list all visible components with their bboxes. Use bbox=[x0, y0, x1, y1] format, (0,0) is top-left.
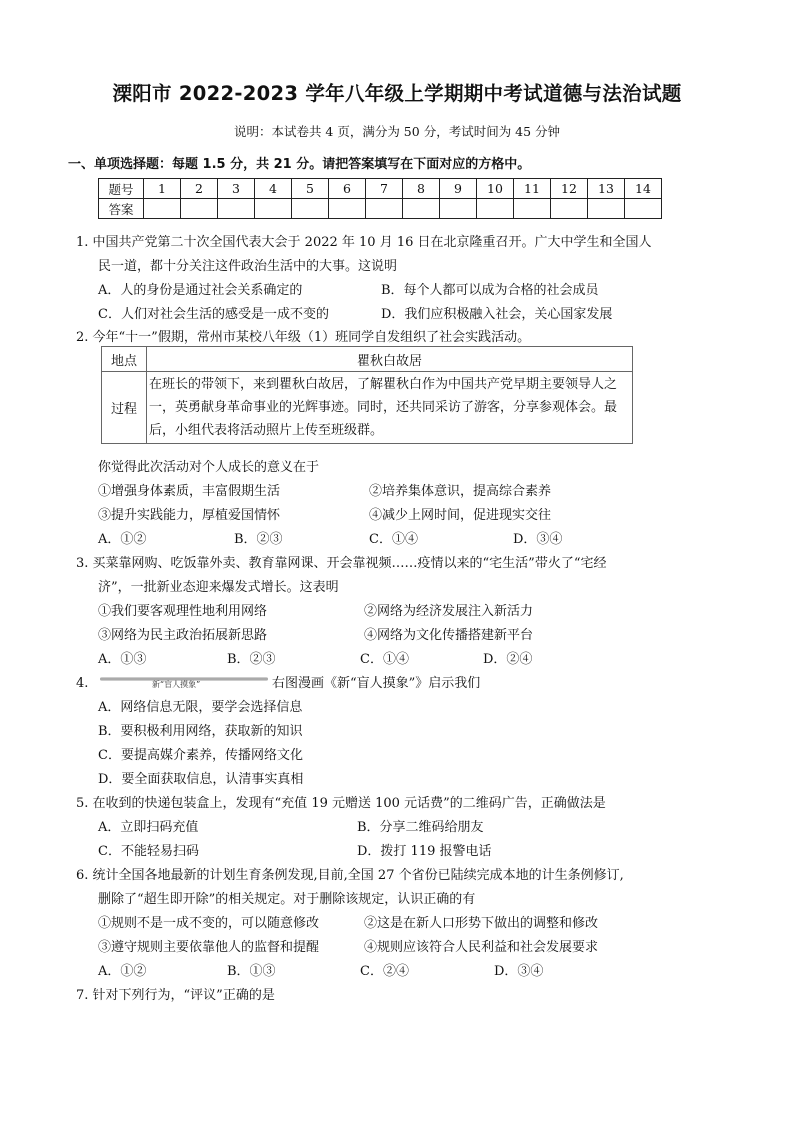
q3-stem-line2: 济”，一批新业态迎来爆发式增长。这表明 bbox=[98, 580, 339, 595]
question-number-cell: 5 bbox=[292, 179, 329, 199]
answer-cell[interactable] bbox=[625, 199, 662, 219]
q2-option-b: B．②③ bbox=[234, 532, 283, 547]
q1-option-b: B．每个人都可以成为合格的社会成员 bbox=[381, 283, 599, 298]
q2-statement-1: ①增强身体素质，丰富假期生活 bbox=[98, 484, 281, 499]
q3-option-b: B．②③ bbox=[227, 652, 276, 667]
answer-cell[interactable] bbox=[218, 199, 255, 219]
answer-cell[interactable] bbox=[403, 199, 440, 219]
q3-statement-2: ②网络为经济发展注入新活力 bbox=[364, 604, 534, 619]
answer-cell[interactable] bbox=[329, 199, 366, 219]
q6-option-d: D．③④ bbox=[494, 964, 544, 979]
q6-stem-line1: 6. 统计全国各地最新的计划生育条例发现,目前,全国 27 个省份已陆续完成本地的计生条例修订, bbox=[76, 868, 624, 883]
q5-option-c: C．不能轻易扫码 bbox=[98, 844, 199, 859]
q3-statement-1: ①我们要客观理性地利用网络 bbox=[98, 604, 268, 619]
answer-cell[interactable] bbox=[477, 199, 514, 219]
answer-cell[interactable] bbox=[292, 199, 329, 219]
question-number-cell: 11 bbox=[514, 179, 551, 199]
answer-cell[interactable] bbox=[181, 199, 218, 219]
q6-stem-line2: 删除了“超生即开除”的相关规定。对于删除该规定，认识正确的有 bbox=[98, 892, 476, 907]
q2-stem-line1: 2. 今年“十一”假期，常州市某校八年级（1）班同学自发组织了社会实践活动。 bbox=[76, 330, 531, 345]
q6-option-b: B．①③ bbox=[227, 964, 276, 979]
cartoon-caption: 新“盲人摸象” bbox=[152, 680, 201, 689]
table-header-cell: 题号 bbox=[99, 179, 144, 199]
q5-stem: 5. 在收到的快递包装盒上，发现有“充值 19 元赠送 100 元话费”的二维码广告，正确做法是 bbox=[76, 796, 606, 811]
q1-option-c: C．人们对社会生活的感受是一成不变的 bbox=[98, 307, 329, 322]
q6-statement-4: ④规则应该符合人民利益和社会发展要求 bbox=[364, 940, 599, 955]
q5-option-d: D．拨打 119 报警电话 bbox=[357, 844, 492, 859]
q1-stem-line1: 1. 中国共产党第二十次全国代表大会于 2022 年 10 月 16 日在北京隆重召开。广大中学生和全国人 bbox=[76, 235, 652, 250]
answer-cell[interactable] bbox=[588, 199, 625, 219]
section-heading: 一、单项选择题：每题 1.5 分，共 21 分。请把答案填写在下面对应的方格中。 bbox=[68, 157, 531, 172]
q4-option-c: C．要提高媒介素养，传播网络文化 bbox=[98, 748, 303, 763]
q2-question: 你觉得此次活动对个人成长的意义在于 bbox=[98, 460, 320, 475]
question-number-cell: 3 bbox=[218, 179, 255, 199]
q4-option-a: A．网络信息无限，要学会选择信息 bbox=[98, 700, 303, 715]
question-number-cell: 2 bbox=[181, 179, 218, 199]
q3-option-c: C．①④ bbox=[360, 652, 409, 667]
q5-option-b: B．分享二维码给朋友 bbox=[357, 820, 484, 835]
place-value: 瞿秋白故居 bbox=[147, 347, 633, 372]
question-number-cell: 14 bbox=[625, 179, 662, 199]
q6-statement-2: ②这是在新人口形势下做出的调整和修改 bbox=[364, 916, 599, 931]
q2-statement-3: ③提升实践能力，厚植爱国情怀 bbox=[98, 508, 281, 523]
q6-option-c: C．②④ bbox=[360, 964, 409, 979]
q1-stem-line2: 民一道，都十分关注这件政治生活中的大事。这说明 bbox=[98, 259, 398, 274]
process-text: 在班长的带领下，来到瞿秋白故居，了解瞿秋白作为中国共产党早期主要领导人之一，英勇献身革命事业的光辉事迹。同时，还共同采访了游客，分享参观体会。最后，小组代表将活动照片上传至班级群。 bbox=[147, 372, 633, 444]
question-number-cell: 6 bbox=[329, 179, 366, 199]
page-title: 溧阳市 2022-2023 学年八年级上学期期中考试道德与法治试题 bbox=[112, 82, 682, 105]
cartoon-image bbox=[100, 672, 268, 690]
question-number-cell: 13 bbox=[588, 179, 625, 199]
answer-cell[interactable] bbox=[440, 199, 477, 219]
answer-cell[interactable] bbox=[255, 199, 292, 219]
q2-option-a: A．①② bbox=[98, 532, 147, 547]
answer-table-answer-row bbox=[99, 199, 662, 219]
question-number-cell: 8 bbox=[403, 179, 440, 199]
activity-table bbox=[101, 346, 633, 444]
q2-option-d: D．③④ bbox=[513, 532, 563, 547]
answer-cell[interactable] bbox=[366, 199, 403, 219]
answer-table-number-row bbox=[99, 179, 662, 199]
q3-statement-3: ③网络为民主政治拓展新思路 bbox=[98, 628, 268, 643]
q1-option-a: A．人的身份是通过社会关系确定的 bbox=[98, 283, 303, 298]
question-number-cell: 1 bbox=[144, 179, 181, 199]
q2-option-c: C．①④ bbox=[369, 532, 418, 547]
table-header-cell: 答案 bbox=[99, 199, 144, 219]
question-number-cell: 12 bbox=[551, 179, 588, 199]
answer-cell[interactable] bbox=[144, 199, 181, 219]
q1-option-d: D．我们应积极融入社会，关心国家发展 bbox=[381, 307, 613, 322]
q4-option-b: B．要积极利用网络，获取新的知识 bbox=[98, 724, 303, 739]
exam-note: 说明：本试卷共 4 页，满分为 50 分，考试时间为 45 分钟 bbox=[233, 124, 561, 139]
q3-stem-line1: 3. 买菜靠网购、吃饭靠外卖、教育靠网课、开会靠视频……疫情以来的“宅生活”带火了“宅经 bbox=[76, 556, 607, 571]
q3-statement-4: ④网络为文化传播搭建新平台 bbox=[364, 628, 534, 643]
q6-statement-3: ③遵守规则主要依靠他人的监督和提醒 bbox=[98, 940, 320, 955]
q7-stem: 7. 针对下列行为，“评议”正确的是 bbox=[76, 988, 275, 1003]
question-number-cell: 7 bbox=[366, 179, 403, 199]
answer-cell[interactable] bbox=[514, 199, 551, 219]
q4-stem: 右图漫画《新“盲人摸象”》启示我们 bbox=[272, 676, 481, 691]
q3-option-a: A．①③ bbox=[98, 652, 147, 667]
q5-option-a: A．立即扫码充值 bbox=[98, 820, 199, 835]
q2-statement-4: ④减少上网时间，促进现实交往 bbox=[369, 508, 552, 523]
q3-option-d: D．②④ bbox=[483, 652, 533, 667]
question-number-cell: 9 bbox=[440, 179, 477, 199]
q4-option-d: D．要全面获取信息，认清事实真相 bbox=[98, 772, 304, 787]
q4-number: 4. bbox=[76, 676, 89, 691]
answer-table bbox=[98, 178, 662, 219]
q6-option-a: A．①② bbox=[98, 964, 147, 979]
question-number-cell: 4 bbox=[255, 179, 292, 199]
q6-statement-1: ①规则不是一成不变的，可以随意修改 bbox=[98, 916, 320, 931]
process-label: 过程 bbox=[102, 372, 147, 444]
question-number-cell: 10 bbox=[477, 179, 514, 199]
answer-cell[interactable] bbox=[551, 199, 588, 219]
place-label: 地点 bbox=[102, 347, 147, 372]
q2-statement-2: ②培养集体意识，提高综合素养 bbox=[369, 484, 552, 499]
